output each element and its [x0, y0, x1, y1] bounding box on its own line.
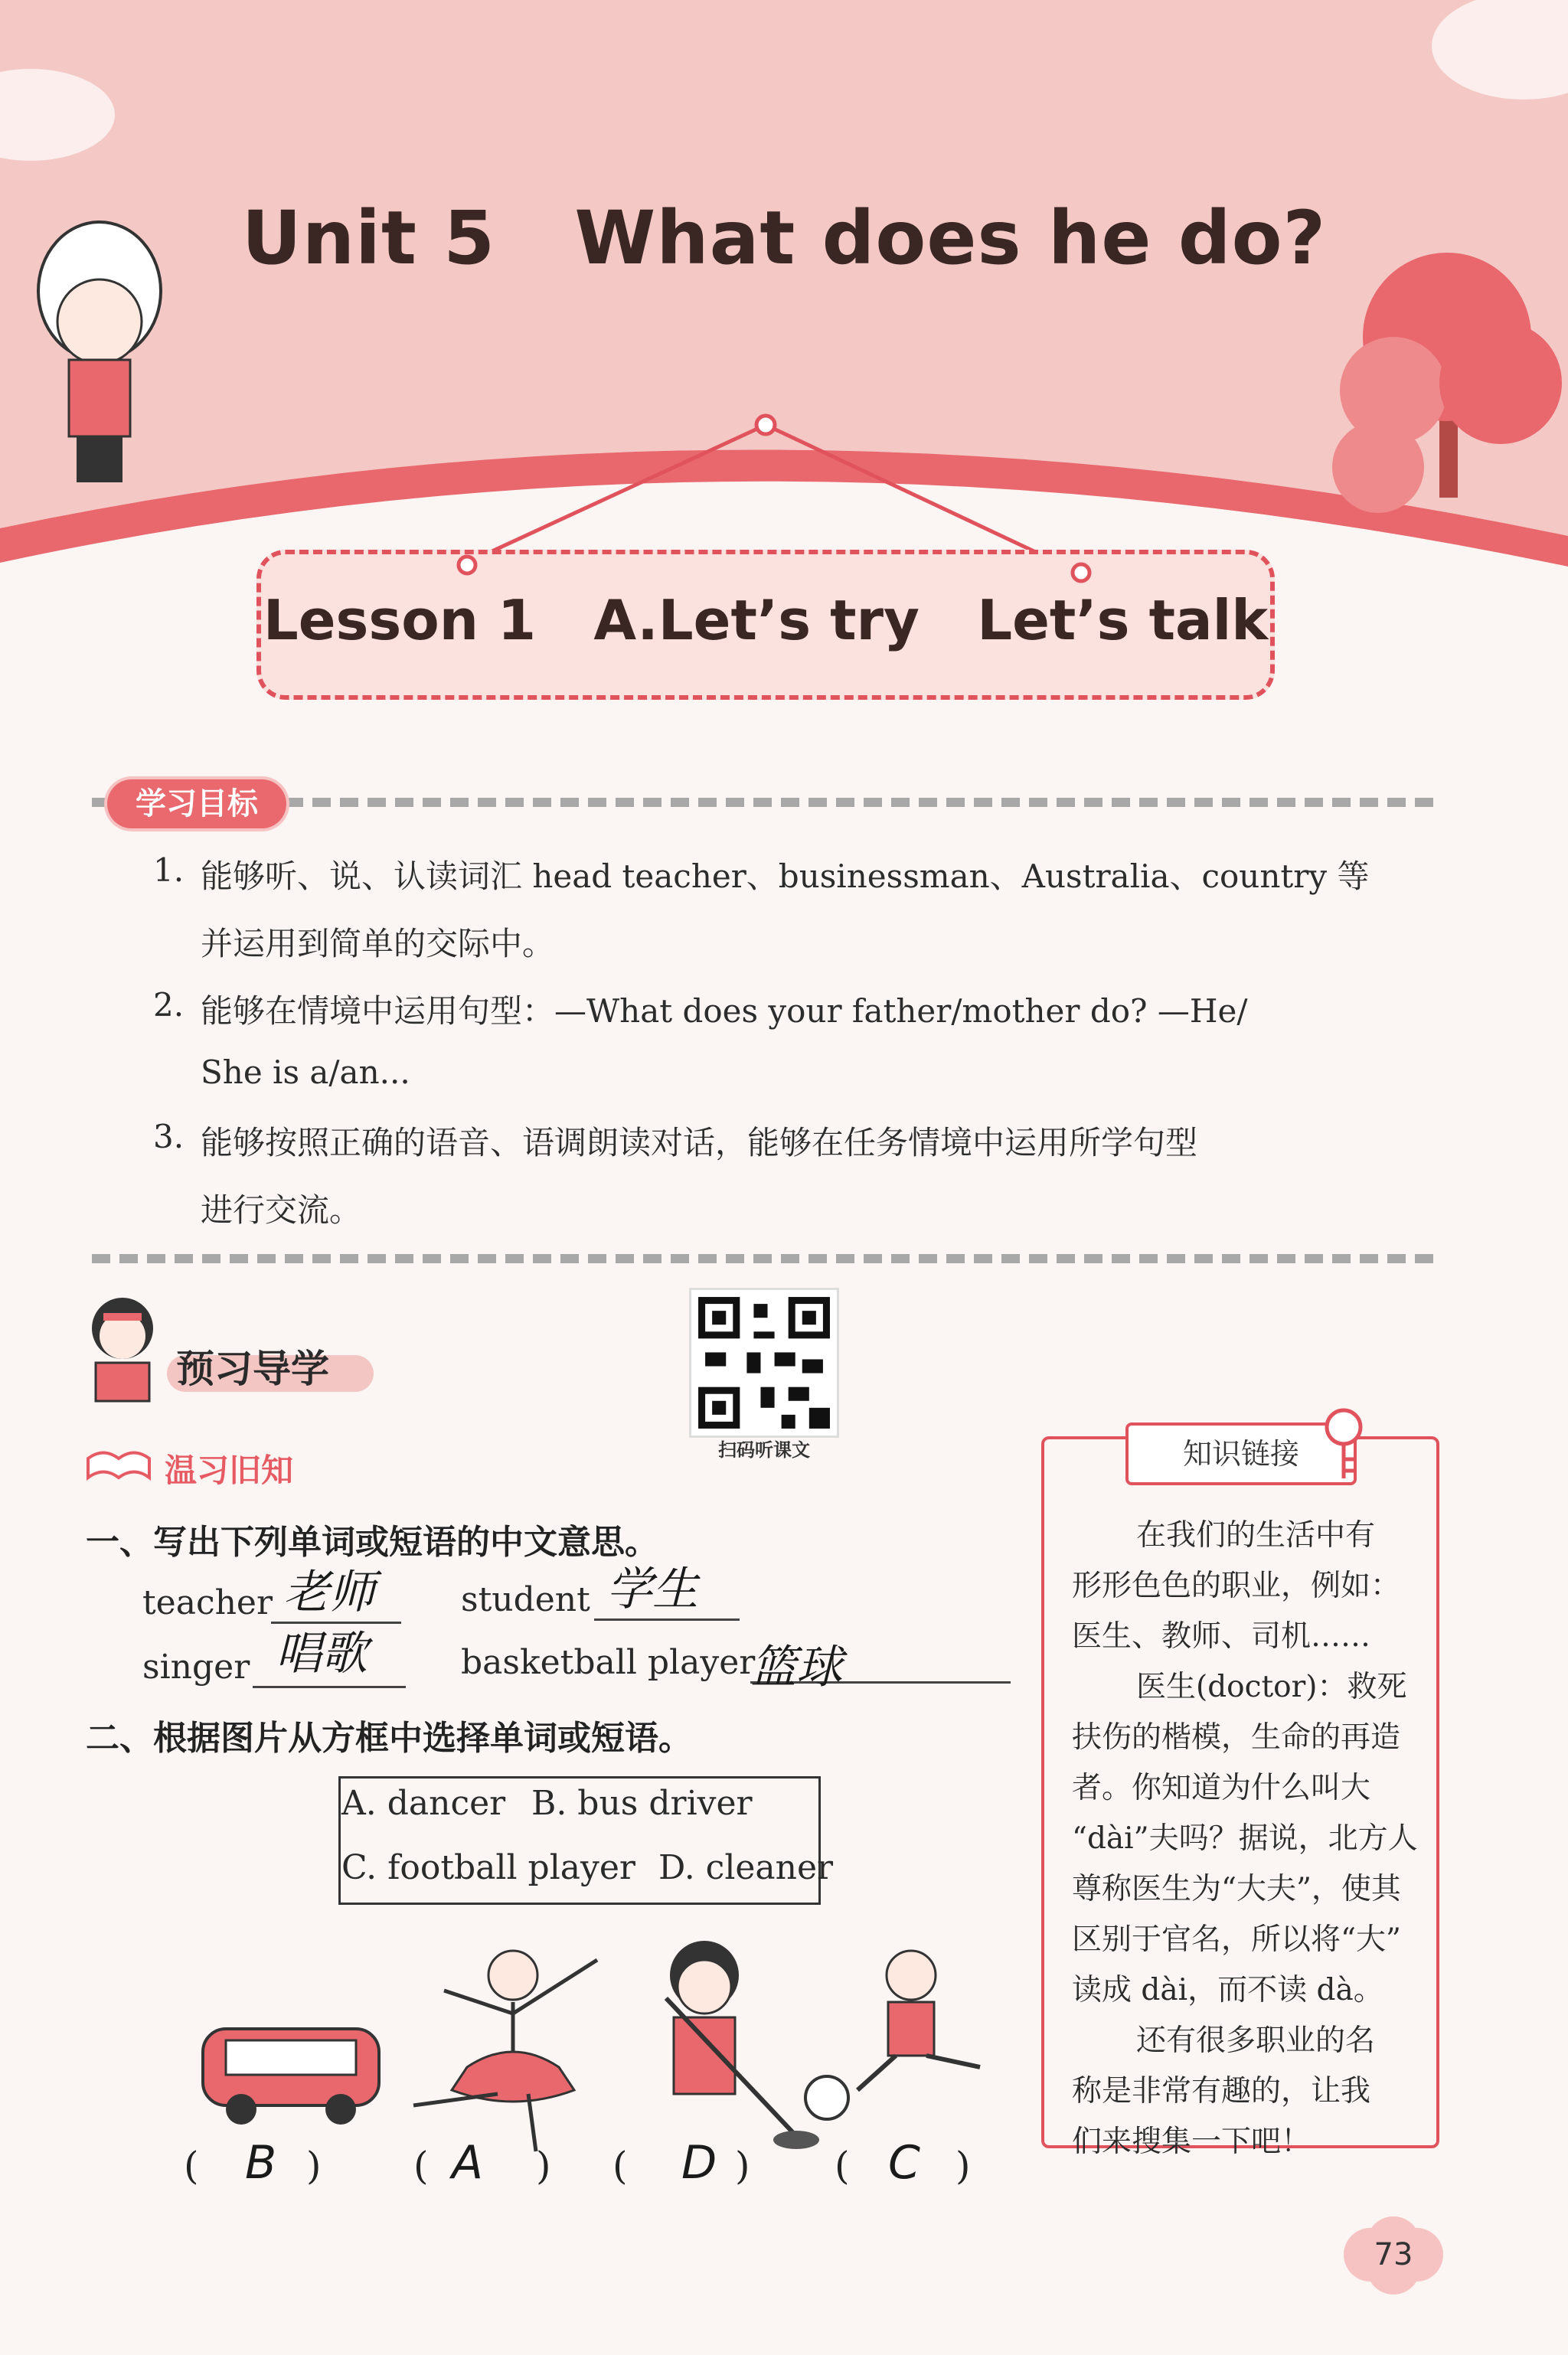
page-number: 73	[1374, 2237, 1413, 2272]
knowledge-text: 们来搜集一下吧！	[1072, 2125, 1312, 2159]
lesson-title: Lesson 1 A.Let’s try Let’s talk	[263, 588, 1269, 652]
objective-text: 并运用到简单的交际中。	[201, 925, 555, 962]
picture-answer: C	[888, 2136, 920, 2190]
banner-pin-left	[452, 550, 482, 580]
answer-blank	[594, 1618, 740, 1621]
knowledge-text: 尊称医生为“大夫”，使其	[1072, 1872, 1401, 1906]
option-b: B. bus driver	[531, 1784, 753, 1823]
word-label: teacher	[142, 1583, 273, 1622]
bus-illustration	[195, 2014, 387, 2128]
knowledge-text: 在我们的生活中有	[1136, 1518, 1376, 1553]
cleaner-illustration	[620, 1929, 819, 2159]
knowledge-text: 医生、教师、司机……	[1072, 1619, 1371, 1654]
objective-text: 进行交流。	[201, 1191, 362, 1229]
option-c: C. football player	[341, 1848, 635, 1887]
qr-caption: 扫码听课文	[718, 1439, 810, 1461]
paren-left: (	[413, 2144, 429, 2188]
handwritten-answer: 唱歌	[276, 1627, 368, 1681]
knowledge-text: 还有很多职业的名	[1136, 2023, 1376, 2058]
picture-answer: A	[452, 2136, 484, 2190]
dancer-illustration	[398, 1937, 620, 2159]
word-label: singer	[142, 1648, 250, 1687]
football-player-illustration	[804, 1937, 995, 2151]
word-label: student	[461, 1580, 590, 1619]
handwritten-answer: 篮球	[750, 1641, 842, 1694]
unit-title: Unit 5 What does he do?	[241, 195, 1327, 281]
objective-number: 1.	[153, 851, 185, 889]
question-2-title: 二、根据图片从方框中选择单词或短语。	[86, 1719, 692, 1758]
objective-number: 3.	[153, 1118, 185, 1155]
reading-girl-icon	[80, 1294, 165, 1409]
objective-number: 2.	[153, 986, 185, 1024]
objective-text: 能够按照正确的语音、语调朗读对话，能够在任务情境中运用所学句型	[201, 1124, 1198, 1161]
option-d: D. cleaner	[658, 1848, 834, 1887]
banner-pin-right	[1066, 557, 1096, 588]
paren-right: )	[306, 2144, 322, 2188]
paren-left: (	[835, 2144, 850, 2188]
review-heading: 温习旧知	[165, 1452, 294, 1489]
paren-right: )	[536, 2144, 551, 2188]
handwritten-answer: 老师	[283, 1566, 375, 1619]
knowledge-text: 形形色色的职业，例如：	[1072, 1569, 1401, 1603]
objectives-badge: 学习目标	[107, 779, 286, 828]
word-label: basketball player	[461, 1643, 756, 1682]
paren-left: (	[184, 2144, 199, 2188]
preview-title: 预习导学	[176, 1347, 329, 1391]
knowledge-link-title: 知识链接	[1125, 1422, 1357, 1485]
book-icon	[84, 1447, 153, 1485]
knowledge-text: 读成 dài，而不读 dà。	[1072, 1973, 1383, 2007]
handwritten-answer: 学生	[606, 1563, 698, 1616]
knowledge-text: 称是非常有趣的，让我	[1072, 2074, 1371, 2108]
paren-left: (	[612, 2144, 628, 2188]
knowledge-text: 区别于官名，所以将“大”	[1072, 1922, 1401, 1957]
picture-answer: D	[681, 2136, 717, 2190]
header-background	[0, 0, 1568, 582]
knowledge-text: 医生(doctor)：救死	[1136, 1670, 1407, 1704]
knowledge-text: “dài”夫吗？据说，北方人	[1072, 1821, 1418, 1856]
question-1-title: 一、写出下列单词或短语的中文意思。	[86, 1523, 658, 1562]
objective-text: 能够在情境中运用句型：—What does your father/mother do? —He/	[201, 992, 1248, 1030]
objective-text: She is a/an...	[201, 1053, 410, 1091]
answer-blank	[253, 1686, 406, 1688]
picture-answer: B	[245, 2136, 277, 2190]
knowledge-text: 扶伤的楷模，生命的再造	[1072, 1720, 1401, 1755]
paren-right: )	[735, 2144, 750, 2188]
option-a: A. dancer	[341, 1784, 506, 1823]
key-icon	[1317, 1406, 1370, 1482]
paren-right: )	[956, 2144, 971, 2188]
objective-text: 能够听、说、认读词汇 head teacher、businessman、Australia、country 等	[201, 857, 1370, 895]
knowledge-text: 者。你知道为什么叫大	[1072, 1771, 1371, 1805]
qr-code-icon[interactable]	[689, 1288, 839, 1438]
